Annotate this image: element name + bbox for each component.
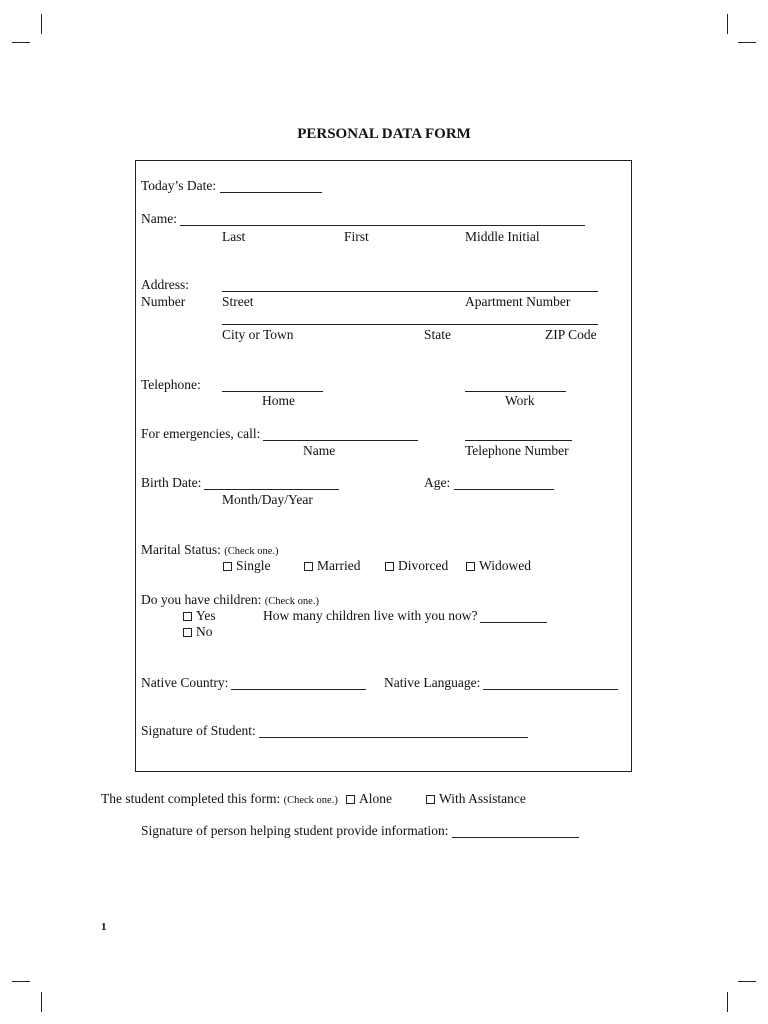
name-last-caption: Last <box>222 229 246 244</box>
birth-date-label: Birth Date: <box>141 475 202 490</box>
marital-option-widowed[interactable] <box>466 558 531 574</box>
apartment-caption: Apartment Number <box>465 294 571 309</box>
city-caption: City or Town <box>222 327 294 342</box>
completion-text: The student completed this form: <box>101 791 281 806</box>
crop-mark <box>12 981 30 982</box>
children-option-no[interactable] <box>183 624 213 640</box>
student-signature-label: Signature of Student: <box>141 723 256 738</box>
work-phone-input-line[interactable] <box>465 391 566 392</box>
completion-option-alone[interactable] <box>346 791 392 807</box>
todays-date-input-line[interactable] <box>220 192 322 193</box>
children-check-one-hint: (Check one.) <box>264 596 319 607</box>
checkbox-icon[interactable] <box>426 795 435 804</box>
children-count-input-line[interactable] <box>480 622 547 623</box>
option-label: Widowed <box>479 558 531 573</box>
helper-signature-input-line[interactable] <box>452 837 579 838</box>
home-phone-input-line[interactable] <box>222 391 323 392</box>
city-input-line[interactable] <box>222 324 598 325</box>
form-title: PERSONAL DATA FORM <box>297 126 471 142</box>
crop-mark <box>41 14 42 34</box>
emergency-phone-input-line[interactable] <box>465 440 572 441</box>
checkbox-icon[interactable] <box>385 562 394 571</box>
marital-check-one-hint: (Check one.) <box>224 546 279 557</box>
option-label: With Assistance <box>439 791 526 806</box>
student-signature-input-line[interactable] <box>259 737 528 738</box>
checkbox-icon[interactable] <box>183 628 192 637</box>
name-label: Name: <box>141 211 177 226</box>
completion-check-one-hint: (Check one.) <box>283 795 338 806</box>
marital-option-divorced[interactable] <box>385 558 448 574</box>
address-label: Address: <box>141 277 189 292</box>
birth-date-input-line[interactable] <box>204 489 339 490</box>
native-language-input-line[interactable] <box>483 689 618 690</box>
option-label: Single <box>236 558 271 573</box>
marital-status-text: Marital Status: <box>141 542 221 557</box>
completion-label <box>101 791 338 809</box>
helper-signature-label: Signature of person helping student provide information: <box>141 823 449 838</box>
checkbox-icon[interactable] <box>466 562 475 571</box>
checkbox-icon[interactable] <box>346 795 355 804</box>
street-caption: Street <box>222 294 254 309</box>
marital-option-married[interactable] <box>304 558 360 574</box>
name-middle-caption: Middle Initial <box>465 229 540 244</box>
number-caption: Number <box>141 294 186 309</box>
name-input-line[interactable] <box>180 225 585 226</box>
work-caption: Work <box>505 393 535 408</box>
children-text: Do you have children: <box>141 592 262 607</box>
crop-mark <box>727 992 728 1012</box>
crop-mark <box>12 42 30 43</box>
state-caption: State <box>424 327 451 342</box>
page-number: 1 <box>101 921 107 933</box>
option-label: Alone <box>359 791 392 806</box>
option-label: No <box>196 624 213 639</box>
todays-date-label: Today’s Date: <box>141 178 217 193</box>
crop-mark <box>738 42 756 43</box>
telephone-label: Telephone: <box>141 377 201 392</box>
children-option-yes[interactable] <box>183 608 216 624</box>
option-label: Yes <box>196 608 216 623</box>
crop-mark <box>41 992 42 1012</box>
children-count-label: How many children live with you now? <box>263 608 478 623</box>
native-country-input-line[interactable] <box>231 689 366 690</box>
crop-mark <box>727 14 728 34</box>
option-label: Divorced <box>398 558 449 573</box>
emergency-name-caption: Name <box>303 443 336 458</box>
checkbox-icon[interactable] <box>183 612 192 621</box>
completion-option-with-assistance[interactable] <box>426 791 526 807</box>
option-label: Married <box>317 558 361 573</box>
checkbox-icon[interactable] <box>223 562 232 571</box>
street-input-line[interactable] <box>222 291 598 292</box>
name-first-caption: First <box>344 229 369 244</box>
emergency-phone-caption: Telephone Number <box>465 443 569 458</box>
zip-caption: ZIP Code <box>545 327 597 342</box>
birth-format-caption: Month/Day/Year <box>222 492 313 507</box>
age-input-line[interactable] <box>454 489 554 490</box>
native-country-label: Native Country: <box>141 675 229 690</box>
home-caption: Home <box>262 393 295 408</box>
emergency-label: For emergencies, call: <box>141 426 261 441</box>
checkbox-icon[interactable] <box>304 562 313 571</box>
marital-option-single[interactable] <box>223 558 271 574</box>
native-language-label: Native Language: <box>384 675 481 690</box>
crop-mark <box>738 981 756 982</box>
age-label: Age: <box>424 475 451 490</box>
emergency-name-input-line[interactable] <box>263 440 418 441</box>
